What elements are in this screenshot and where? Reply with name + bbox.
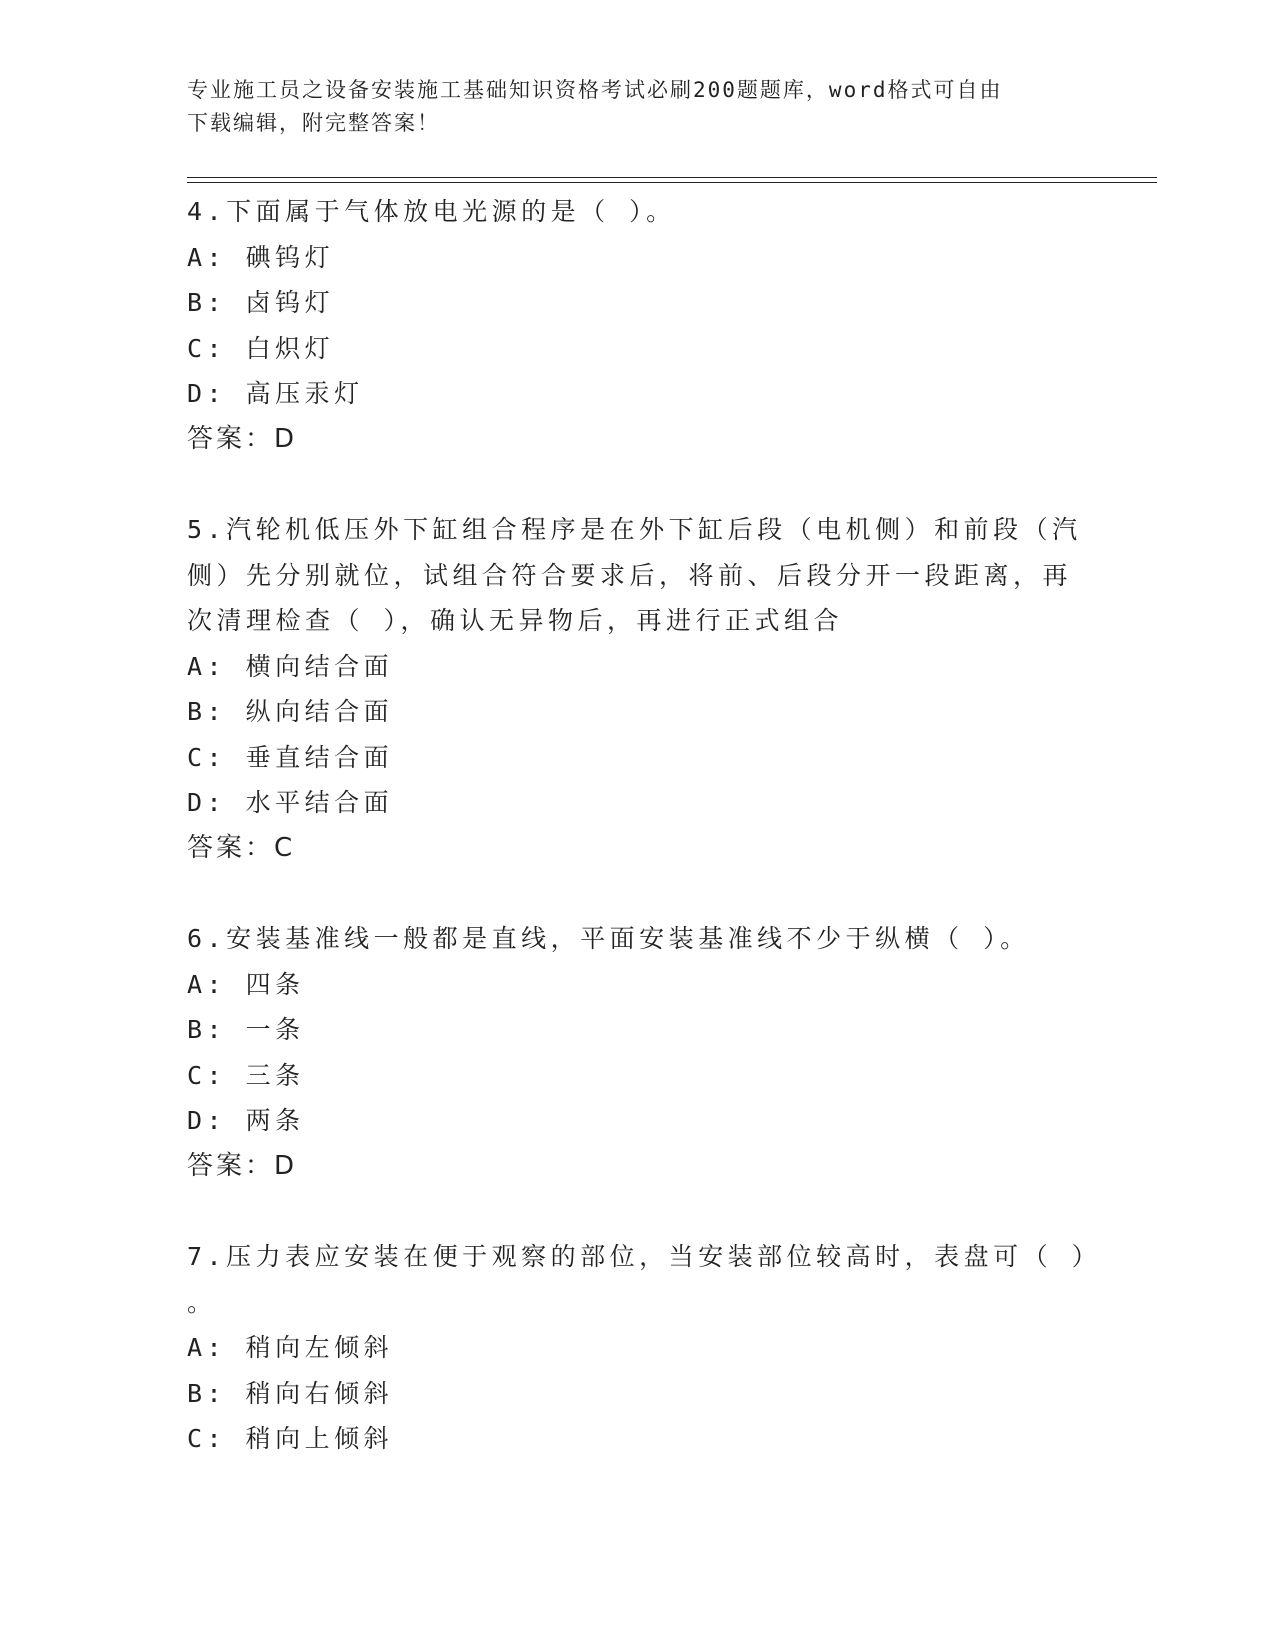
header-divider-top	[187, 177, 1157, 178]
option-b: B: 一条	[187, 1015, 305, 1044]
question-stem: 4.下面属于气体放电光源的是（ ）。	[187, 197, 676, 226]
answer-label: 答案：C	[187, 832, 296, 863]
answer-label: 答案：D	[187, 423, 298, 454]
question-list	[187, 189, 1102, 1507]
header-line-1: 专业施工员之设备安装施工基础知识资格考试必刷200题题库，word格式可自由	[187, 78, 1003, 102]
option-c: C: 垂直结合面	[187, 742, 394, 772]
question-stem-line-3: 次清理检查（ ），确认无异物后，再进行正式组合	[187, 606, 844, 635]
question-stem-line-2: 侧）先分别就位，试组合符合要求后，将前、后段分开一段距离，再	[187, 560, 1073, 590]
option-c: C: 白炽灯	[187, 333, 335, 363]
option-a: A: 四条	[187, 969, 305, 999]
option-c: C: 三条	[187, 1060, 305, 1090]
option-b: B: 纵向结合面	[187, 697, 394, 726]
question-5	[187, 507, 1082, 871]
option-c: C: 稍向上倾斜	[187, 1424, 394, 1453]
header-divider-bottom	[187, 182, 1157, 183]
option-a: A: 横向结合面	[187, 651, 394, 681]
option-b: B: 卤钨灯	[187, 288, 335, 317]
question-stem-line-1: 5.汽轮机低压外下缸组合程序是在外下缸后段（电机侧）和前段（汽	[187, 515, 1082, 544]
question-4	[187, 189, 1067, 462]
document-header	[187, 74, 1087, 140]
answer-label: 答案：D	[187, 1150, 298, 1181]
header-line-2: 下载编辑，附完整答案！	[187, 111, 440, 135]
question-7	[187, 1234, 1102, 1462]
question-stem-line-1: 7.压力表应安装在便于观察的部位，当安装部位较高时，表盘可（ ）	[187, 1242, 1102, 1271]
option-a: A: 稍向左倾斜	[187, 1333, 394, 1362]
question-stem-line-2: 。	[187, 1287, 213, 1317]
question-6	[187, 916, 1067, 1189]
option-d: D: 两条	[187, 1106, 305, 1135]
option-a: A: 碘钨灯	[187, 242, 335, 272]
question-stem: 6.安装基准线一般都是直线，平面安装基准线不少于纵横（ ）。	[187, 924, 1030, 953]
option-d: D: 水平结合面	[187, 788, 394, 817]
option-b: B: 稍向右倾斜	[187, 1378, 394, 1408]
option-d: D: 高压汞灯	[187, 379, 364, 408]
